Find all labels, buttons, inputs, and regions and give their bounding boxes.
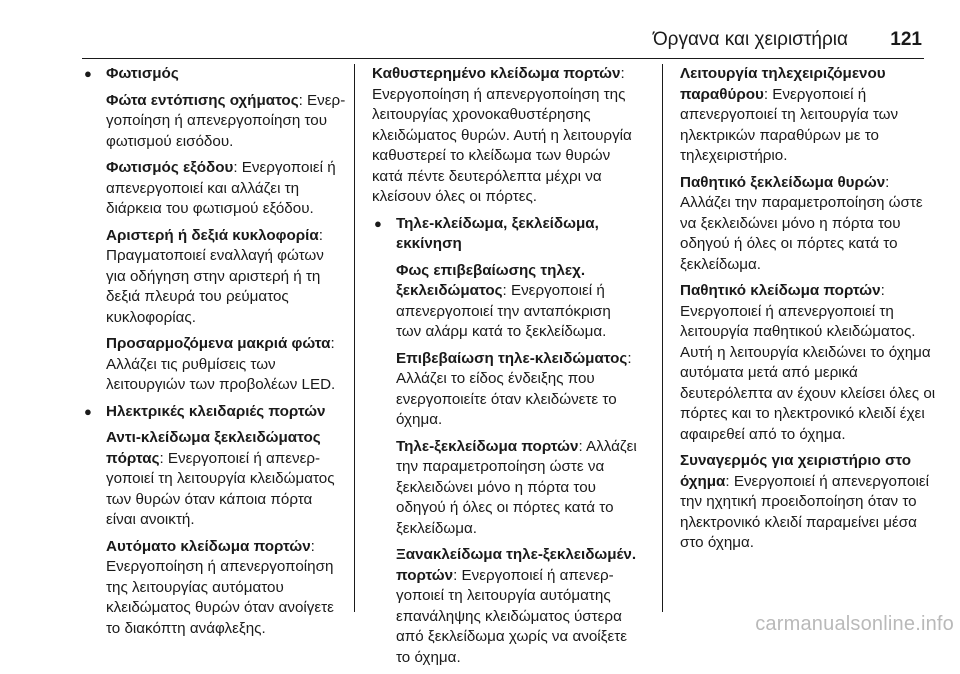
- setting-term: Επιβεβαίωση τηλε-κλειδώματος: [396, 349, 628, 367]
- setting-desc: : Ενεργοποιεί ή απενεργοποιεί τη λειτουργία των ηλεκτρικών παραθύρων με το τηλεχειριστήριο.: [680, 85, 899, 164]
- setting-desc: : Αλλάζει τις ρυθμίσεις των λειτουργιών των προβολέων LED.: [106, 335, 336, 393]
- page-header: [0, 26, 960, 56]
- setting-item: [82, 91, 346, 153]
- setting-term: Τηλε-ξεκλείδωμα πορτών: [396, 437, 579, 455]
- bullet-icon: ●: [84, 403, 92, 419]
- section-title: Ηλεκτρικές κλειδαριές πορτών: [106, 402, 326, 420]
- column-2: [372, 64, 640, 674]
- setting-item: [82, 428, 346, 531]
- setting-desc: : Ενεργοποιεί ή απενεργοποιεί την ανταπόκριση των αλάρμ κατά το ξεκλείδωμα.: [396, 282, 611, 340]
- setting-term: Αντι-κλείδωμα ξεκλειδώματος πόρτας: [106, 429, 321, 467]
- setting-term: Συναγερμός για χειριστήριο στο όχημα: [680, 452, 912, 490]
- page-number: 121: [890, 29, 922, 50]
- setting-desc: : Ενεργοποιεί ή απενεργοποιεί τη λειτουργία αυτόματης επανάληψης κλειδώματος ύστερα από ξεκλείδωμα χωρίς να ανοίξετε το όχημα.: [396, 566, 627, 666]
- setting-desc: : Ενεργοποίηση ή απενεργοποίηση της λειτουργίας χρονοκαθυστέρησης κλειδώματος θυρών. Αυτή η λειτουργία καθυστερεί το κλείδωμα των θυρών κατά πέντε δευτερόλεπτα μέχρι να κλείσουν όλες οι πόρτες.: [372, 65, 632, 205]
- section-heading: [82, 64, 346, 85]
- chapter-title: Όργανα και χειριστήρια: [652, 29, 848, 50]
- setting-item: [680, 451, 942, 554]
- setting-desc: : Ενεργοποιεί ή απενεργοποιεί την ηχητική προειδοποίηση όταν το ηλεκτρονικό κλειδί παραμείνει μέσα στο όχημα.: [680, 472, 929, 551]
- setting-item: [82, 334, 346, 396]
- setting-item: [372, 545, 640, 668]
- setting-item: [82, 158, 346, 220]
- setting-item: [680, 281, 942, 445]
- bullet-icon: ●: [374, 215, 382, 231]
- section-title: Φωτισμός: [106, 65, 179, 82]
- setting-term: Αυτόματο κλείδωμα πορτών: [106, 537, 311, 555]
- setting-desc: : Αλλάζει την παραμετροποίηση ώστε να ξεκλειδώνει μόνο η πόρτα του οδηγού ή όλες οι πόρτες κατά το ξεκλείδωμα.: [680, 173, 923, 273]
- setting-item: [82, 226, 346, 329]
- setting-item: [372, 261, 640, 343]
- setting-term: Παθητικό κλείδωμα πορτών: [680, 282, 881, 299]
- section-heading: [82, 402, 346, 423]
- column-1: [82, 64, 346, 645]
- setting-term: Παθητικό ξεκλείδωμα θυρών: [680, 173, 886, 191]
- setting-item: [82, 537, 346, 640]
- setting-desc: : Αλλάζει το είδος ένδειξης που ενεργοποιείτε όταν κλειδώνετε το όχημα.: [396, 349, 632, 428]
- column-divider: [354, 64, 355, 612]
- section-heading: [372, 214, 640, 255]
- setting-item: [680, 64, 942, 167]
- setting-term: Φώτα εντόπισης οχήματος: [106, 91, 299, 109]
- setting-term: Καθυστερημένο κλείδωμα πορτών: [372, 65, 621, 82]
- setting-desc: : Ενεργοποιεί ή απενεργοποιεί τη λειτουργία παθητικού κλειδώματος. Αυτή η λειτουργία κλειδώνει το όχημα αυτόματα μετά από μερικά δευτερόλεπτα αν έχουν κλείσει όλες οι πόρτες και το ηλεκτρονικό κλειδί έχει αφαιρεθεί από το όχημα.: [680, 282, 936, 443]
- setting-term: Ξανακλείδωμα τηλε-ξεκλειδωμέν. πορτών: [396, 546, 637, 584]
- setting-item: [680, 173, 942, 276]
- setting-item: [372, 437, 640, 540]
- watermark: carmanualsonline.info: [755, 613, 954, 635]
- header-rule: [82, 58, 924, 59]
- setting-term: Φως επιβεβαίωσης τηλεχ. ξεκλειδώματος: [396, 261, 586, 299]
- setting-term: Προσαρμοζόμενα μακριά φώτα: [106, 335, 331, 352]
- setting-term: Αριστερή ή δεξιά κυκλοφορία: [106, 226, 319, 244]
- setting-desc: : Πραγματοποιεί εναλλαγή φώτων για οδήγηση στην αριστερή ή τη δεξιά πλευρά του ρεύματος κυκλοφορίας.: [106, 226, 324, 326]
- setting-item: [372, 64, 640, 208]
- section-title: Τηλε-κλείδωμα, ξεκλείδωμα, εκκίνηση: [396, 214, 599, 252]
- setting-term: Λειτουργία τηλεχειριζόμενου παραθύρου: [680, 65, 886, 103]
- column-3: [680, 64, 942, 560]
- setting-item: [372, 349, 640, 431]
- setting-desc: : Αλλάζει την παραμετροποίηση ώστε να ξεκλειδώνει μόνο η πόρτα του οδηγού ή όλες οι πόρτες κατά το ξεκλείδωμα.: [396, 437, 637, 537]
- bullet-icon: ●: [84, 66, 92, 81]
- setting-term: Φωτισμός εξόδου: [106, 159, 234, 176]
- column-divider: [662, 64, 663, 612]
- setting-desc: : Ενεργοποιεί ή απενεργοποιεί και αλλάζει τη διάρκεια του φωτισμού εξόδου.: [106, 159, 336, 217]
- setting-desc: : Ενεργοποίηση ή απενεργοποίηση του φωτισμού εισόδου.: [106, 91, 346, 150]
- setting-desc: : Ενεργοποίηση ή απενεργοποίηση της λειτουργίας αυτόματου κλειδώματος θυρών όταν ανοίγετε το διακόπτη ανάφλεξης.: [106, 537, 334, 637]
- setting-desc: : Ενεργοποιεί ή απενεργοποιεί τη λειτουργία κλειδώματος των θυρών όταν κάποια πόρτα είναι ανοικτή.: [106, 449, 335, 528]
